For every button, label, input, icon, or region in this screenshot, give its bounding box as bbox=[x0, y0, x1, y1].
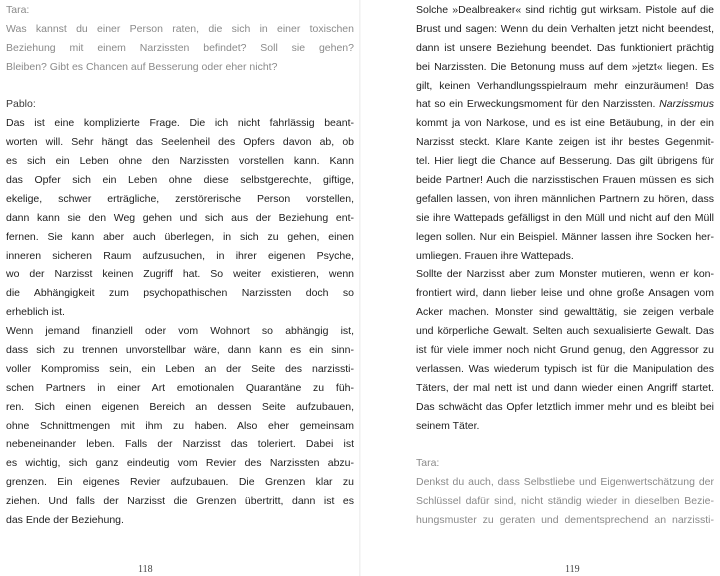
body-line: es sich ein Leben ohne den Narzissten vorstellen kann. Kann bbox=[6, 155, 354, 168]
body-line: Täters, der mal nett ist und dann wieder einen Angriff startet. bbox=[416, 381, 714, 394]
body-line: das Opfer sich ein Leben ohne diese selbstgerechte, giftige, bbox=[6, 174, 354, 187]
body-line: Sollte der Narzisst aber zum Monster mutieren, wenn er kon- bbox=[416, 268, 714, 281]
body-line: Narzisst steckt. Klare Kante zeigen ist ihr bestes Gegenmit- bbox=[416, 136, 714, 149]
speaker-label-tara: Tara: bbox=[6, 4, 30, 16]
body-line: Acker machen. Monster sind gewalttätig, sie zeigen verbale bbox=[416, 306, 714, 319]
body-line: voller Kompromiss sein, ein Leben an der Seite des narzissti- bbox=[6, 362, 354, 375]
body-line: die Abhängigkeit zum psychopathischen Narzissten doch so bbox=[6, 287, 354, 300]
body-line: tel. Hier liegt die Chance auf Besserung. Das gilt übrigens für bbox=[416, 155, 714, 168]
body-line: gefallen lassen, von ihren männlichen Partnern zu hören, dass bbox=[416, 192, 714, 205]
body-line: ekelige, schwer erträgliche, zerstörerische Person vorstellen, bbox=[6, 192, 354, 205]
body-line: und körperliche Gewalt. Selten auch sexualisierte Gewalt. Das bbox=[416, 325, 714, 338]
question-line: Denkst du auch, dass Selbstliebe und Eigenwertschätzung der bbox=[416, 476, 714, 489]
body-line: Solche »Dealbreaker« sind richtig gut wirksam. Pistole auf die bbox=[416, 4, 714, 16]
body-line: erheblich ist. bbox=[6, 306, 65, 319]
italic-term: Narzissmus bbox=[659, 98, 714, 111]
body-line: ohne Schnittmengen mit ihm zu haben. Also eher gemeinsam bbox=[6, 419, 354, 432]
body-line: ziehen. Und falls der Narzisst die Grenzen übertritt, dann ist es bbox=[6, 495, 354, 508]
question-line: hungsmuster zu geraten und dementsprechend an narzissti- bbox=[416, 514, 714, 527]
body-line: Das schwächt das Opfer letztlich immer mehr und es bleibt bei bbox=[416, 400, 714, 413]
body-line: nebeneinander leben. Falls der Narzisst das toleriert. Dabei ist bbox=[6, 438, 354, 451]
body-line: es wichtig, sich ganz eindeutig vom Revier des Narzissten abzu- bbox=[6, 457, 354, 470]
page-number-right: 119 bbox=[565, 564, 580, 575]
body-line: fernen. Sie kann aber auch überlegen, in sich zu gehen, einen bbox=[6, 230, 354, 243]
body-line: beide Partner! Auch die narzisstischen Frauen müssen es sich bbox=[416, 174, 714, 187]
body-line: legen sollen. Nur ein Beispiel. Männer lassen ihre Socken her- bbox=[416, 230, 714, 243]
body-line: Das ist eine komplizierte Frage. Die ich nicht fahrlässig beant- bbox=[6, 117, 354, 130]
body-line: umliegen. Frauen ihre Wattepads. bbox=[416, 249, 574, 262]
question-line: Bleiben? Gibt es Chancen auf Besserung oder eher nicht? bbox=[6, 60, 278, 73]
body-line: dann kann sie den Weg gehen und sich aus der Beziehung ent- bbox=[6, 211, 354, 224]
body-line: grenzen. Ein eigenes Revier aufzubauen. Die Grenzen klar zu bbox=[6, 476, 354, 489]
body-line: dann ist unsere Beziehung beendet. Das funktioniert prächtig bbox=[416, 41, 714, 54]
paragraph-gap bbox=[416, 435, 714, 454]
body-line: seinem Täter. bbox=[416, 419, 480, 432]
body-line: Brust und sagen: Wenn du dein Verhalten jetzt nicht beendest, bbox=[416, 22, 714, 35]
question-line: Schlüssel dafür sind, nicht ständig wieder in dieselben Bezie- bbox=[416, 495, 714, 508]
body-line: bei Narzissten. Die Betonung muss auf dem »jetzt« liegen. Es bbox=[416, 60, 714, 73]
speaker-label-tara: Tara: bbox=[416, 457, 440, 470]
speaker-label-pablo: Pablo: bbox=[6, 98, 36, 111]
body-text-span: hat so ein Erweckungsmoment für den Narzissten. bbox=[416, 98, 660, 111]
body-line: kommt ja von Narkose, und es ist eine Betäubung, in der ein bbox=[416, 117, 714, 130]
body-line: ist für viele immer noch nicht Grund genug, den Aggressor zu bbox=[416, 344, 714, 357]
page-number-left: 118 bbox=[138, 564, 153, 575]
body-line: Wenn jemand finanziell oder vom Wohnort so abhängig ist, bbox=[6, 325, 354, 338]
page-right bbox=[360, 0, 720, 576]
body-line: das Ende der Beziehung. bbox=[6, 514, 124, 527]
body-line: ren. Sich einen eigenen Bereich an dessen Seite aufzubauen, bbox=[6, 400, 354, 413]
body-line: sie ihre Wattepads gefälligst in den Müll und nicht auf den Müll bbox=[416, 211, 714, 224]
body-line: frontiert wird, dann lieber leise und ohne große Ansagen vom bbox=[416, 287, 714, 300]
question-line: Was kannst du einer Person raten, die sich in einer toxischen bbox=[6, 22, 354, 35]
paragraph-gap bbox=[6, 77, 354, 96]
body-line: worten will. Sehr hängt das Seelenheil des Opfers davon ab, ob bbox=[6, 136, 354, 149]
body-line: dass sich zu trennen unvorstellbar wäre, dann kann es ein sinn- bbox=[6, 344, 354, 357]
question-line: Beziehung mit einem Narzissten befindet? Soll sie gehen? bbox=[6, 41, 354, 54]
body-line-with-italic bbox=[416, 95, 714, 114]
body-line: gilt, keinen Verhandlungsspielraum mehr einzuräumen! Das bbox=[416, 79, 714, 92]
body-line: verlassen. Was wiederum typisch ist für die Manipulation des bbox=[416, 362, 714, 375]
body-line: inneren sicheren Raum aufzusuchen, in ihrer eigenen Psyche, bbox=[6, 249, 354, 262]
body-line: schen Partners in einer Art emotionalen Quarantäne zu füh- bbox=[6, 381, 354, 394]
body-line: wo der Narzisst keinen Zugriff hat. So weiter existieren, wenn bbox=[6, 268, 354, 281]
